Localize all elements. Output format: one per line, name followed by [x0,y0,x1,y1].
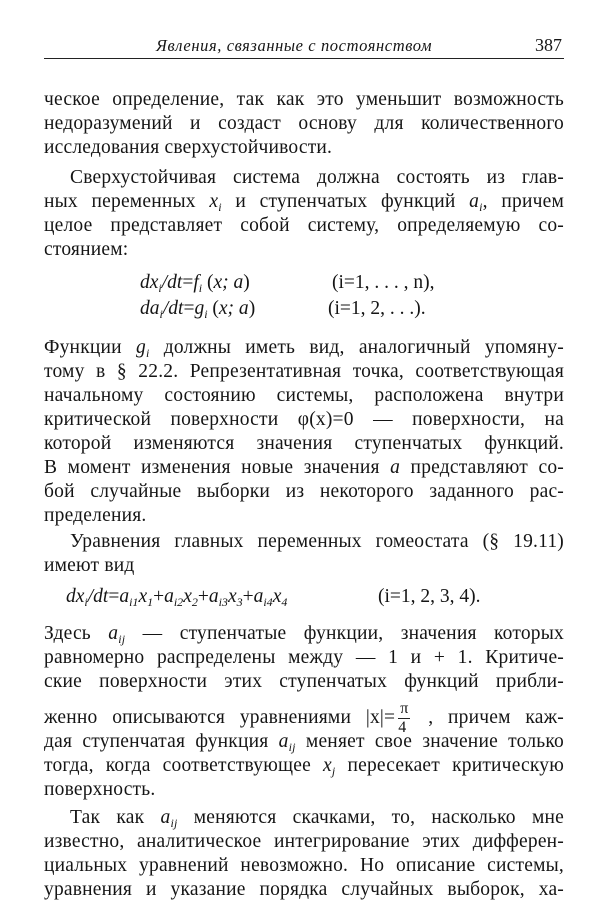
text-line: недоразумений и создаст основу для количественного [44,113,564,134]
text-line: равномерно распределены между — 1 и + 1. Критиче- [44,647,564,668]
text-line: которой изменяются значения ступенчатых функций. [44,433,564,454]
text-line: целое представляет собой систему, определяемую со- [44,215,564,236]
header-rule [44,58,564,59]
equation-homeostat-condition: (i=1, 2, 3, 4). [378,586,481,607]
text-line: ных переменных $x_i$ и ступенчатых функций $a_i$, причем [44,191,564,214]
text-line: Функции $g_i$ должны иметь вид, аналогичный упомяну- [44,337,564,360]
text-line: тому в § 22.2. Репрезентативная точка, соответствующая [44,361,564,382]
text-line: ские поверхности этих ступенчатых функций прибли- [44,671,564,692]
equation-homeostat: $dx_i/dt=a_{i1}x_1+a_{i2}x_2+a_{i3}x_3+a_{i4}x_4$ [66,586,288,609]
running-header [44,36,564,58]
text-line: уравнения и указание порядка случайных выборок, ха- [44,879,564,900]
text-line: начальному состоянию системы, расположена внутри [44,385,564,406]
text-line: Сверхустойчивая система должна состоять из глав- [70,167,564,188]
equation-dx-condition: (i=1, . . . , n), [332,272,435,293]
text-line: стоянием: [44,239,129,260]
text-line: женно описываются уравнениями |x|= $\frac{\pi}{4}$ , причем каж- [44,700,564,736]
text-line: пределения. [44,505,147,526]
text-line: Так как $a_{ij}$ меняются скачками, то, насколько мне [70,807,564,830]
equation-da: $da_i/dt=g_i$ (x; a) [140,298,256,321]
page-number: 387 [535,35,562,55]
text-line: критической поверхности φ(x)=0 — поверхности, на [44,409,564,430]
text-line: имеют вид [44,555,135,576]
text-line: Уравнения главных переменных гомеостата (§ 19.11) [70,531,564,552]
text-line: поверхность. [44,779,156,800]
equation-dx: $dx_i/dt=f_i$ (x; a) [140,272,250,295]
running-title: Явления, связанные с постоянством [156,36,433,55]
text-line: бой случайные выборки из некоторого заданного рас- [44,481,564,502]
text-line: дая ступенчатая функция $a_{ij}$ меняет свое значение только [44,731,564,754]
text-line: В момент изменения новые значения a представляют со- [44,457,564,478]
text-line: ческое определение, так как это уменьшит возможность [44,89,564,110]
fraction-pi-over-4: $\frac{\pi}{4}$ [398,700,409,736]
text-line: Здесь $a_{ij}$ — ступенчатые функции, значения которых [44,623,564,646]
text-line: тогда, когда соответствующее $x_j$ пересекает критическую [44,755,564,778]
text-line: исследования сверхустойчивости. [44,137,333,158]
text-line: циальных уравнений невозможно. Но описание системы, [44,855,564,876]
text-line: известно, аналитическое интегрирование этих дифферен- [44,831,564,852]
equation-da-condition: (i=1, 2, . . .). [328,298,426,319]
